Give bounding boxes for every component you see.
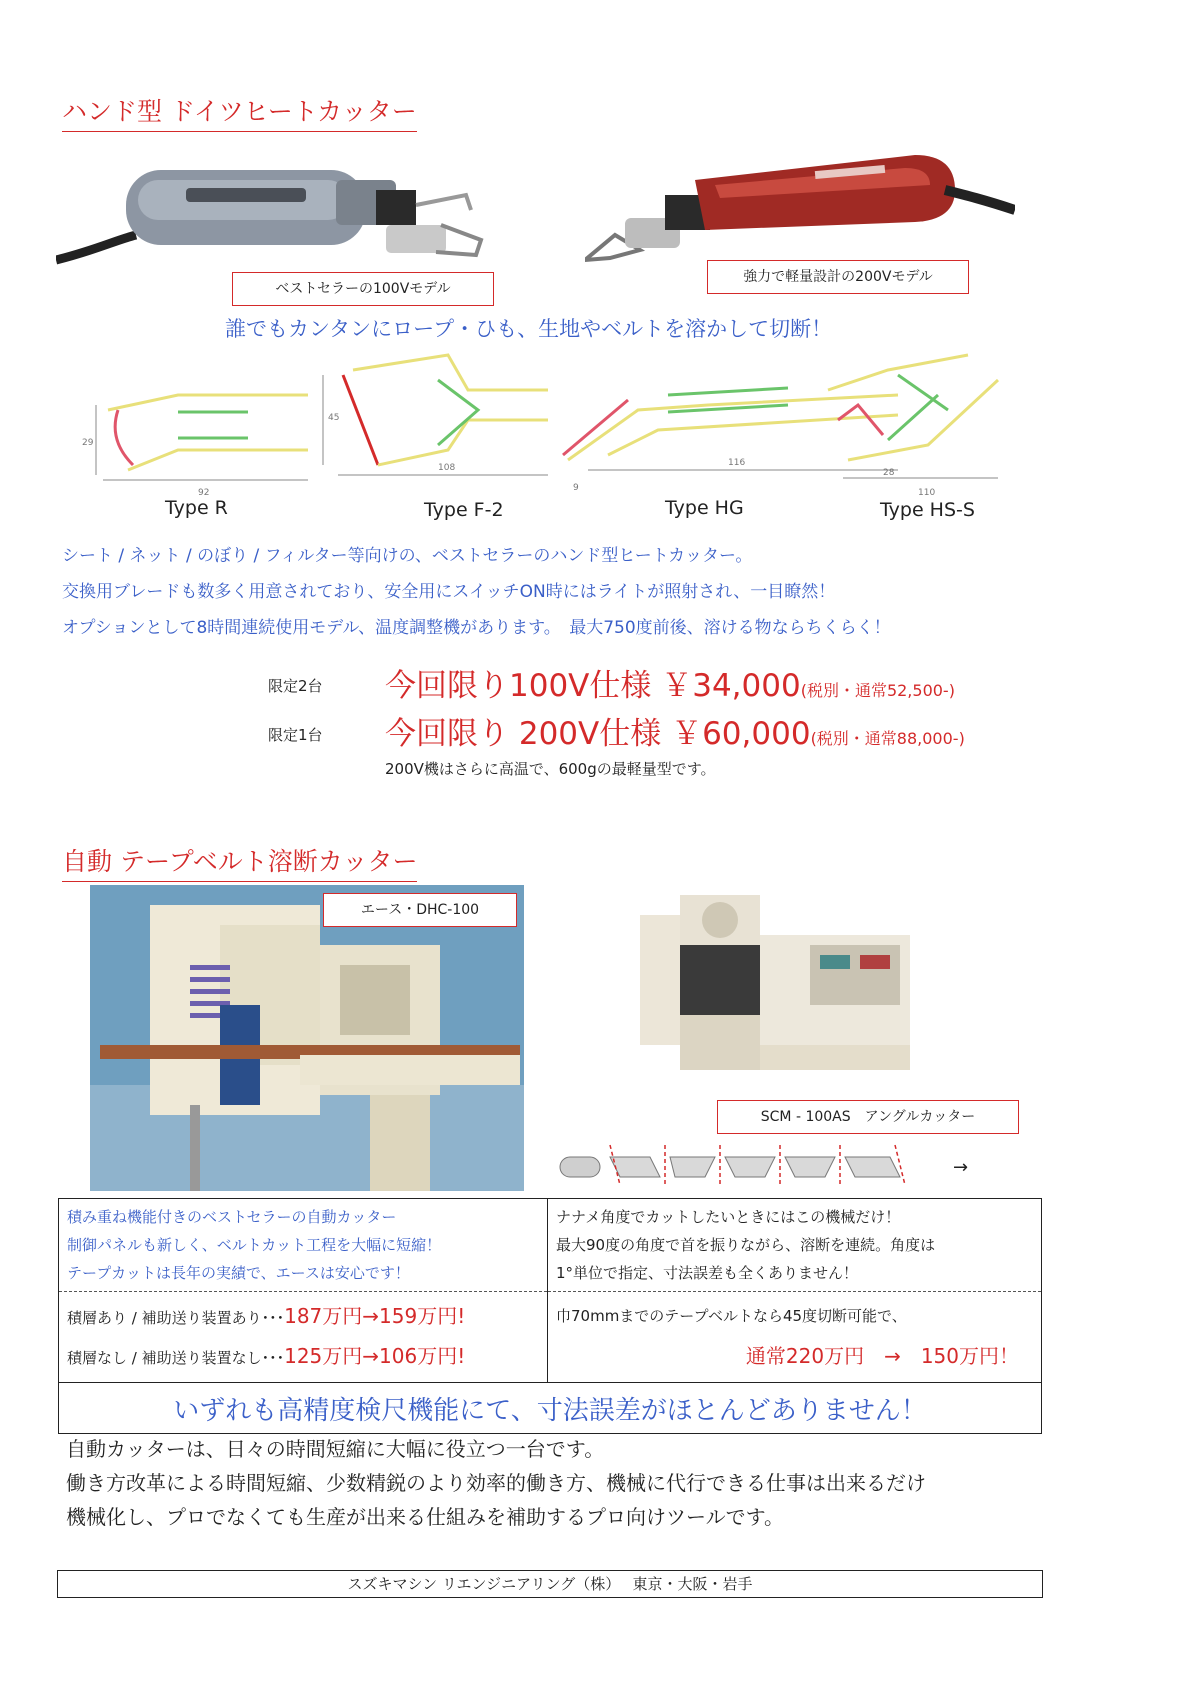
tagline: 誰でもカンタンにロープ・ひも、生地やベルトを溶かして切断！ xyxy=(225,317,833,341)
accuracy-text: いずれも高精度検尺機能にて、寸法誤差がほとんどありません！ xyxy=(173,1395,927,1426)
spec-left-desc-3: テープカットは長年の実績で、エースは安心です！ xyxy=(67,1264,410,1282)
bottom-text-2: 働き方改革による時間短縮、少数精鋭のより効率的働き方、機械に代行できる仕事は出来るだけ xyxy=(66,1471,926,1495)
price-row-nostack xyxy=(67,1336,539,1376)
spec-right-desc-3: 1°単位で指定、寸法誤差も全くありません！ xyxy=(556,1264,859,1282)
footer-company: スズキマシン リエンジニアリング（株） 東京・大阪・岩手 xyxy=(57,1570,1043,1598)
price-footnote: 200V機はさらに高温で、600gの最軽量型です。 xyxy=(385,760,716,778)
scm-100as-machine-image xyxy=(640,885,930,1085)
type-hg-dim-w: 116 xyxy=(728,458,746,468)
type-hs-s-dim-h: 28 xyxy=(883,468,895,478)
label-dhc-100: エース・DHC-100 xyxy=(323,893,517,927)
price-200v-note: (税別・通常88,000-) xyxy=(810,729,965,748)
scm-price-text: 巾70mmまでのテープベルトなら45度切断可能で、 xyxy=(556,1307,907,1325)
label-scm-100as: SCM - 100AS アングルカッター xyxy=(717,1100,1019,1134)
accuracy-row xyxy=(59,1383,1042,1434)
scm-price-value: 通常220万円 → 150万円！ xyxy=(745,1344,1019,1368)
price-stack-value: 187万円→159万円! xyxy=(284,1304,466,1328)
label-100v-model: ベストセラーの100Vモデル xyxy=(232,272,494,306)
type-r-label: Type R xyxy=(165,497,228,519)
spec-right-desc-1: ナナメ角度でカットしたいときにはこの機械だけ！ xyxy=(556,1208,901,1226)
type-r-diagram xyxy=(82,395,308,498)
price-stack-label: 積層あり / 補助送り装置あり･･･ xyxy=(67,1309,285,1327)
spec-right-price xyxy=(548,1292,1042,1383)
bottom-text-3: 機械化し、プロでなくても生産が出来る仕組みを補助するプロ向けツールです。 xyxy=(66,1505,784,1529)
limit-label-100v: 限定2台 xyxy=(268,677,323,695)
dhc-100-machine-image xyxy=(90,885,524,1191)
spec-left-desc-1: 積み重ね機能付きのベストセラーの自動カッター xyxy=(67,1208,397,1226)
price-200v-main: 今回限り 200V仕様 ￥60,000 xyxy=(385,716,811,752)
desc-line-1: シート / ネット / のぼり / フィルター等向けの、ベストセラーのハンド型ヒートカッター。 xyxy=(62,546,753,566)
price-100v xyxy=(385,660,955,705)
blade-diagram xyxy=(68,350,1028,500)
type-f2-diagram xyxy=(323,355,548,475)
spec-right-desc xyxy=(548,1199,1042,1292)
type-hs-s-diagram xyxy=(828,355,998,498)
spec-right-desc-2: 最大90度の角度で首を振りながら、溶断を連続。角度は xyxy=(556,1236,936,1254)
spec-left-desc xyxy=(59,1199,548,1292)
type-f2-dim-w: 108 xyxy=(438,463,456,473)
price-nostack-value: 125万円→106万円! xyxy=(284,1344,466,1368)
type-hg-diagram xyxy=(563,388,898,493)
type-r-dim-h: 29 xyxy=(82,438,94,448)
price-200v xyxy=(385,708,965,753)
price-100v-note: (税別・通常52,500-) xyxy=(800,681,955,700)
angled-cut-belt-diagram xyxy=(555,1140,975,1190)
price-100v-main: 今回限り100V仕様 ￥34,000 xyxy=(385,668,801,704)
desc-line-2: 交換用ブレードも数多く用意されており、安全用にスイッチON時にはライトが照射され、一目瞭然！ xyxy=(62,582,836,602)
type-hs-s-label: Type HS-S xyxy=(880,499,975,521)
type-hs-s-dim-w: 110 xyxy=(918,488,936,498)
type-f2-label: Type F-2 xyxy=(424,499,504,521)
type-f2-dim-h: 45 xyxy=(328,413,340,423)
price-row-stack xyxy=(67,1296,539,1336)
spec-left-desc-2: 制御パネルも新しく、ベルトカット工程を大幅に短縮！ xyxy=(67,1236,442,1254)
price-nostack-label: 積層なし / 補助送り装置なし･･･ xyxy=(67,1349,285,1367)
belt-arrow: → xyxy=(953,1157,969,1178)
spec-left-prices xyxy=(59,1292,548,1383)
type-hg-label: Type HG xyxy=(665,497,744,519)
section-title-hand-cutter: ハンド型 ドイツヒートカッター xyxy=(62,92,417,132)
limit-label-200v: 限定1台 xyxy=(268,726,323,744)
heat-cutter-200v-image xyxy=(585,140,1015,280)
desc-line-3: オプションとして8時間連続使用モデル、温度調整機があります。 最大750度前後、溶ける物ならちくらく！ xyxy=(62,618,891,638)
type-r-dim-w: 92 xyxy=(198,488,210,498)
type-hg-dim-h: 9 xyxy=(573,483,579,493)
label-200v-model: 強力で軽量設計の200Vモデル xyxy=(707,260,969,294)
heat-cutter-100v-image xyxy=(56,150,496,280)
spec-table xyxy=(58,1198,1042,1434)
section-title-auto-cutter: 自動 テープベルト溶断カッター xyxy=(62,842,417,882)
bottom-text-1: 自動カッターは、日々の時間短縮に大幅に役立つ一台です。 xyxy=(66,1437,605,1461)
